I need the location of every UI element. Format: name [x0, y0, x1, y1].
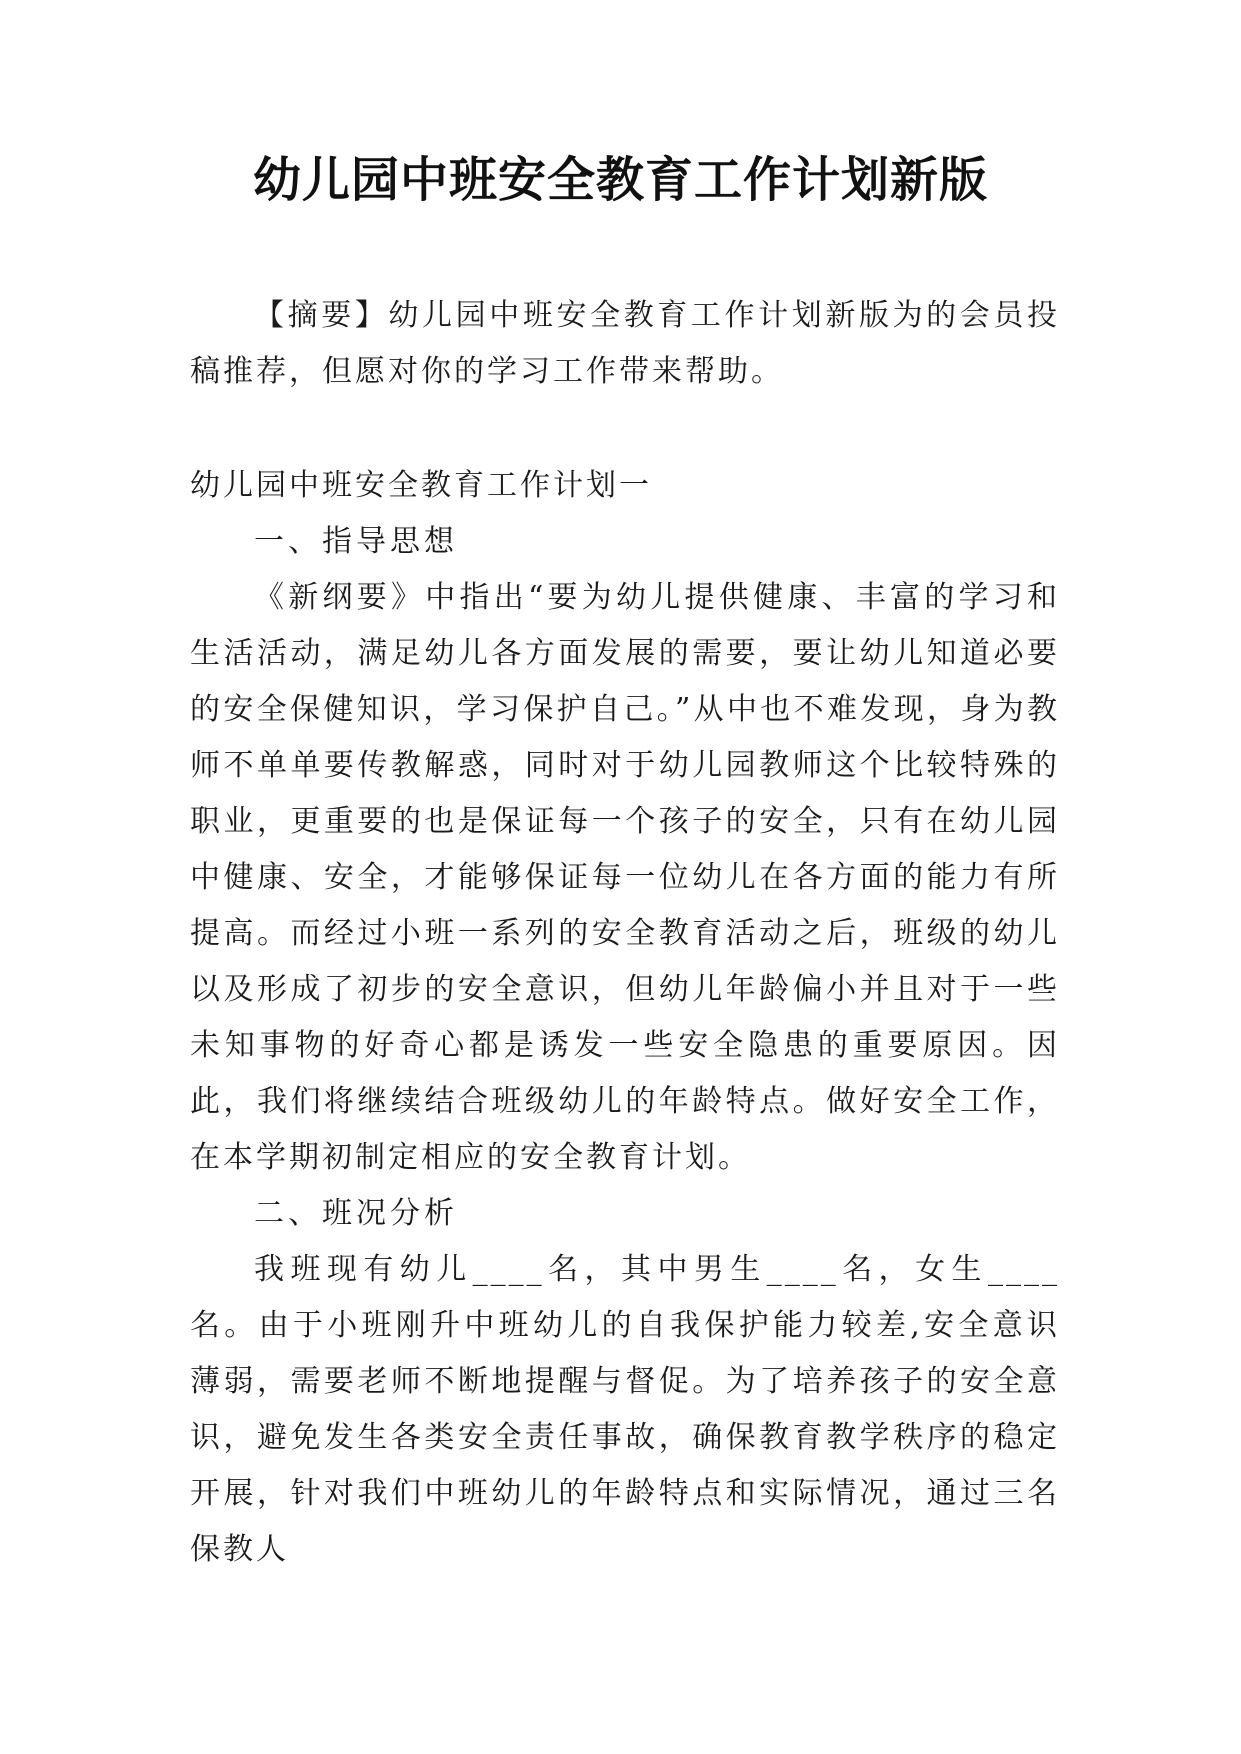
section-paragraph-class-analysis: 我班现有幼儿____名，其中男生____名，女生____名。由于小班刚升中班幼儿的自我保护能力较差,安全意识薄弱，需要老师不断地提醒与督促。为了培养孩子的安全意识，避免发生各类安全责任事故，确保教育教学秩序的稳定开展，针对我们中班幼儿的年龄特点和实际情况，通过三名保教人 — [190, 1252, 1060, 1567]
section-heading-guiding-ideology: 一、指导思想 — [254, 524, 458, 559]
section-paragraph-guiding-ideology: 《新纲要》中指出“要为幼儿提供健康、丰富的学习和生活活动，满足幼儿各方面发展的需要，要让幼儿知道必要的安全保健知识，学习保护自己。”从中也不难发现，身为教师不单单要传教解惑，同时对于幼儿园教师这个比较特殊的职业，更重要的也是保证每一个孩子的安全，只有在幼儿园中健康、安全，才能够保证每一位幼儿在各方面的能力有所提高。而经过小班一系列的安全教育活动之后，班级的幼儿以及形成了初步的安全意识，但幼儿年龄偏小并且对于一些未知事物的好奇心都是诱发一些安全隐患的重要原因。因此，我们将继续结合班级幼儿的年龄特点。做好安全工作，在本学期初制定相应的安全教育计划。 — [190, 580, 1060, 1175]
summary-paragraph: 【摘要】幼儿园中班安全教育工作计划新版为的会员投稿推荐，但愿对你的学习工作带来帮助。 — [190, 298, 1060, 389]
plan-heading: 幼儿园中班安全教育工作计划一 — [190, 468, 652, 503]
document-title: 幼儿园中班安全教育工作计划新版 — [252, 152, 988, 208]
document-content — [190, 458, 1060, 1578]
section-heading-class-analysis: 二、班况分析 — [254, 1196, 458, 1231]
